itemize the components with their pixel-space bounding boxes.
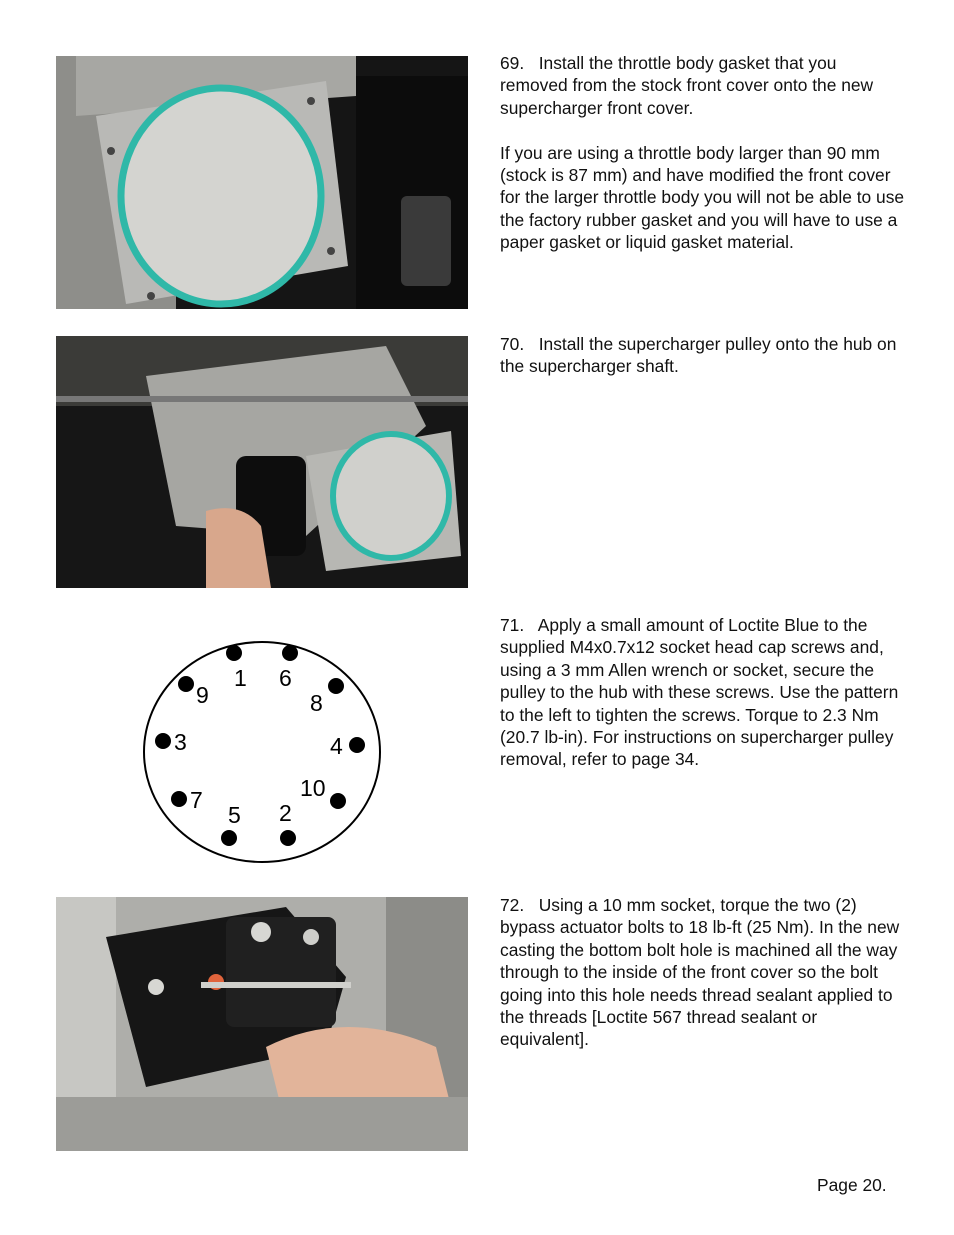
step-72-paragraph-1: 72. Using a 10 mm socket, torque the two (2) bypass actuator bolts to 18 lb-ft (25 Nm). In the new casting the bottom bolt hole is machined all the way through to the inside of the front cover so the bolt going into this hole needs thread sealant applied to the threads [Loctite 567 thread sealant or equivalent].	[500, 895, 900, 1050]
step-number: 70.	[500, 334, 525, 354]
step-69-paragraph-1: 69. Install the throttle body gasket that you removed from the stock front cover onto the new supercharger front cover.	[500, 53, 874, 118]
bolt-label-2: 2	[279, 800, 292, 826]
step-number: 69.	[500, 53, 525, 73]
bolt-label-5: 5	[228, 802, 241, 828]
step-70-text	[500, 333, 905, 378]
bolt-label-1: 1	[234, 665, 247, 691]
step-70-paragraph-1: 70. Install the supercharger pulley onto the hub on the supercharger shaft.	[500, 334, 897, 377]
bolt-label-4: 4	[330, 733, 343, 759]
step-71-paragraph-1: 71. Apply a small amount of Loctite Blue to the supplied M4x0.7x12 socket head cap screws and, using a 3 mm Allen wrench or socket, secure the pulley to the hub with these screws. Use the pattern to the left to tighten the screws. Torque to 2.3 Nm (20.7 lb-in). For instructions on supercharger pulley removal, refer to page 34.	[500, 615, 899, 770]
bolt-label-7: 7	[190, 787, 203, 813]
bolt-label-8: 8	[310, 690, 323, 716]
step-69-paragraph-2: If you are using a throttle body larger than 90 mm (stock is 87 mm) and have modified the front cover for the larger throttle body you will not be able to use the factory rubber gasket and you will have to use a paper gasket or liquid gasket material.	[500, 142, 905, 253]
step-number: 72.	[500, 895, 525, 915]
step-69-text	[500, 52, 905, 254]
bolt-label-9: 9	[196, 682, 209, 708]
step-72-text	[500, 894, 905, 1051]
torque-sequence-diagram	[140, 636, 390, 868]
step-number: 71.	[500, 615, 525, 635]
photo-throttle-body-gasket	[56, 56, 468, 309]
bolt-label-10: 10	[300, 775, 326, 801]
bolt-label-6: 6	[279, 665, 292, 691]
bolt-label-3: 3	[174, 729, 187, 755]
step-71-text	[500, 614, 905, 771]
photo-bypass-actuator	[56, 897, 468, 1151]
page-number: Page 20.	[817, 1175, 887, 1195]
photo-supercharger-pulley	[56, 336, 468, 588]
